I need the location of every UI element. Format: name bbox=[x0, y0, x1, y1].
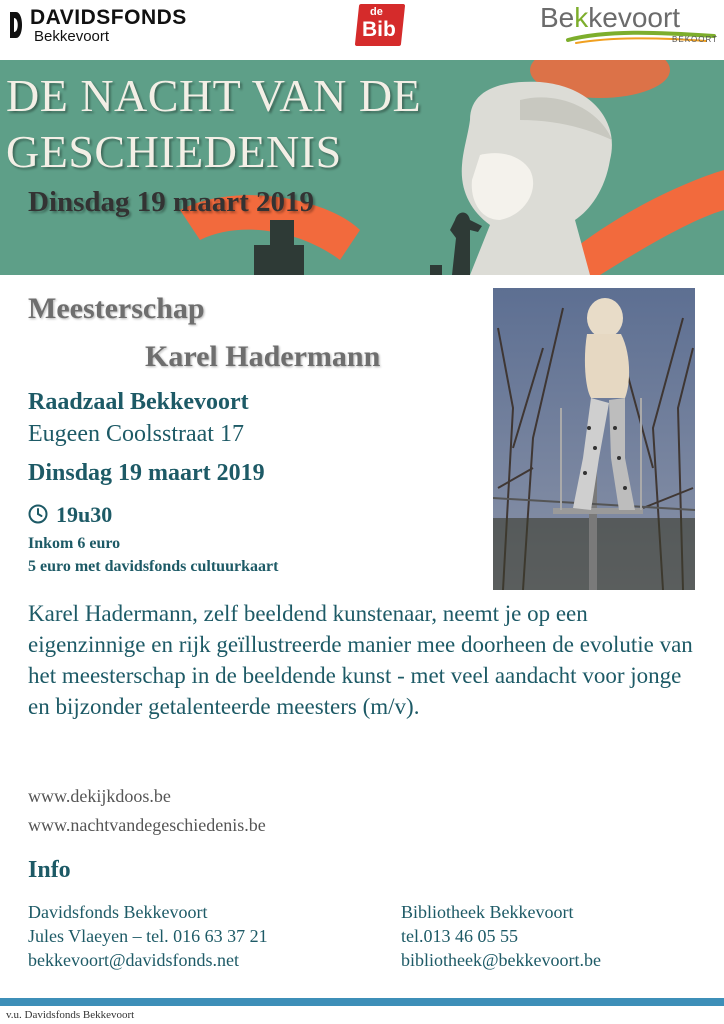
event-venue: Raadzaal Bekkevoort bbox=[28, 389, 249, 415]
event-time-row bbox=[28, 502, 112, 528]
bekkevoort-logo-name-k: k bbox=[574, 2, 589, 33]
banner-date: Dinsdag 19 maart 2019 bbox=[28, 186, 314, 218]
de-bib-logo bbox=[357, 4, 403, 46]
event-date: Dinsdag 19 maart 2019 bbox=[28, 460, 265, 486]
contact-right-email[interactable]: bibliotheek@bekkevoort.be bbox=[401, 950, 602, 970]
de-bib-logo-small: de bbox=[370, 6, 383, 18]
event-speaker: Karel Hadermann bbox=[145, 340, 381, 373]
link-nachtvandegeschiedenis[interactable]: www.nachtvandegeschiedenis.be bbox=[28, 815, 266, 835]
info-heading: Info bbox=[28, 857, 71, 883]
entry-price: Inkom 6 euro bbox=[28, 535, 121, 552]
contact-left-email[interactable]: bekkevoort@davidsfonds.net bbox=[28, 950, 240, 970]
footer-bar bbox=[0, 998, 724, 1006]
clock-icon bbox=[28, 504, 48, 524]
davidsfonds-logo-name: DAVIDSFONDS bbox=[30, 6, 187, 29]
hero-banner bbox=[0, 60, 724, 275]
entry-discount: 5 euro met davidsfonds cultuurkaart bbox=[28, 558, 279, 575]
contact-davidsfonds bbox=[28, 900, 268, 972]
event-description: Karel Hadermann, zelf beeldend kunstenaar, neemt je op een eigenzinnige en rijk geïllustreerde manier mee doorheen de evolutie van het meesterschap in de beeldende kunst - met veel aandacht voor jonge en bijzonder getalenteerde meesters (m/v). bbox=[28, 601, 693, 719]
bekkevoort-logo-name-part1: Be bbox=[540, 2, 575, 33]
contact-right-org: Bibliotheek Bekkevoort bbox=[401, 902, 574, 922]
contact-bibliotheek bbox=[401, 900, 601, 972]
event-time: 19u30 bbox=[56, 502, 113, 527]
footer-text: v.u. Davidsfonds Bekkevoort bbox=[6, 1009, 135, 1021]
bekkevoort-logo-name-part2: kevoort bbox=[588, 2, 681, 33]
link-dekijkdoos[interactable]: www.dekijkdoos.be bbox=[28, 786, 171, 806]
de-bib-logo-big: Bib bbox=[362, 18, 396, 41]
contact-left-org: Davidsfonds Bekkevoort bbox=[28, 902, 208, 922]
davidsfonds-mark-icon bbox=[8, 10, 26, 40]
contact-right-phone: tel.013 46 05 55 bbox=[401, 926, 518, 946]
statue-photo bbox=[493, 288, 695, 590]
davidsfonds-logo-place: Bekkevoort bbox=[34, 28, 110, 45]
bekkevoort-logo-sub: BEKOORT bbox=[672, 35, 718, 44]
event-subtitle: Meesterschap bbox=[28, 292, 205, 325]
banner-title: DE NACHT VAN DE GESCHIEDENIS bbox=[6, 70, 422, 177]
contact-left-phone: Jules Vlaeyen – tel. 016 63 37 21 bbox=[28, 926, 268, 946]
davidsfonds-logo bbox=[8, 4, 218, 46]
bekkevoort-logo bbox=[536, 2, 722, 50]
event-address: Eugeen Coolsstraat 17 bbox=[28, 421, 244, 447]
statue-photo-image bbox=[493, 288, 695, 590]
